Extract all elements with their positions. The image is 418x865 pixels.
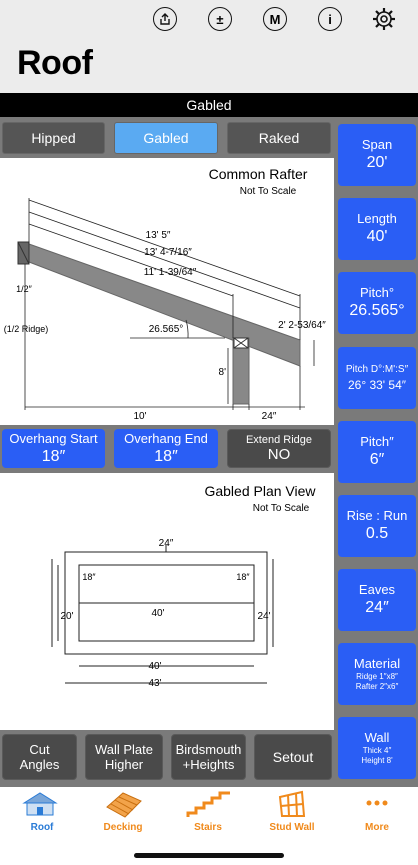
rafter-diagram-panel [0, 158, 334, 425]
overhang-start-label: Overhang Start [9, 430, 98, 446]
tab-more-label: More [365, 822, 389, 833]
rafter-ridge-half: 1/2″ [16, 284, 32, 294]
tab-roof-label: Roof [30, 822, 54, 833]
rafter-note: Not To Scale [239, 186, 297, 197]
eaves-button[interactable] [338, 569, 416, 631]
pitch-inches-value: 6″ [369, 451, 385, 468]
tab-more[interactable] [335, 787, 418, 839]
plan-diagram [0, 473, 334, 730]
rise-run-label: Rise : Run [346, 508, 408, 523]
pitch-degrees-label: Pitch° [359, 285, 395, 300]
top-toolbar [0, 0, 418, 92]
info-icon[interactable]: i [318, 7, 342, 31]
tab-stairs-label: Stairs [194, 822, 222, 833]
plan-length: 40' [148, 661, 162, 672]
extend-ridge-value: NO [267, 446, 291, 463]
plan-title: Gabled Plan View [204, 483, 316, 499]
rafter-dim-3: 11' 1-39/64″ [143, 267, 197, 278]
eaves-label: Eaves [358, 582, 396, 597]
pitch-inches-label: Pitch″ [360, 434, 394, 449]
material-label: Material [353, 656, 401, 671]
stairs-icon [184, 789, 232, 819]
roof-icon [22, 789, 58, 817]
stud-wall-icon [277, 789, 307, 819]
home-indicator [134, 853, 284, 858]
pitch-inches-button[interactable] [338, 421, 416, 483]
pitch-dms-label: Pitch D°:M':S″ [345, 364, 409, 375]
overhang-end-label: Overhang End [124, 430, 208, 446]
tab-gabled[interactable]: Gabled [114, 122, 218, 154]
cut-angles-line1: Cut [29, 742, 50, 757]
tab-roof[interactable] [0, 787, 84, 839]
rise-run-button[interactable] [338, 495, 416, 557]
plan-inner-length: 40' [151, 608, 165, 619]
rafter-run: 10' [133, 411, 147, 422]
plan-width-right: 24' [257, 611, 271, 622]
cut-angles-button[interactable] [2, 734, 77, 780]
length-button[interactable] [338, 198, 416, 260]
rafter-overhang-rise: 2' 2-53/64″ [278, 320, 326, 331]
wall-height: Height 8' [361, 756, 393, 765]
span-label: Span [361, 137, 393, 152]
rafter-dim-1: 13' 5″ [145, 230, 171, 241]
share-icon[interactable] [153, 7, 177, 31]
extend-ridge-button[interactable] [227, 429, 331, 468]
pitch-degrees-value: 26.565° [349, 302, 405, 319]
rafter-wall-height: 8' [218, 367, 226, 378]
pitch-dms-button[interactable] [338, 347, 416, 409]
material-button[interactable] [338, 643, 416, 705]
pitch-dms-value: 26° 33' 54″ [347, 378, 407, 392]
span-button[interactable] [338, 124, 416, 186]
more-icon [365, 799, 389, 807]
plan-eave-top: 24″ [158, 538, 174, 549]
overhang-end-button[interactable] [114, 429, 218, 468]
material-ridge: Ridge 1″x8″ [356, 672, 398, 681]
plus-minus-icon[interactable]: ± [208, 7, 232, 31]
birdsmouth-line1: Birdsmouth [175, 742, 242, 757]
tab-decking-label: Decking [103, 822, 143, 833]
birdsmouth-line2: +Heights [182, 757, 235, 772]
setout-label: Setout [272, 749, 314, 765]
rafter-angle: 26.565° [148, 324, 184, 335]
wall-plate-line2: Higher [104, 757, 144, 772]
pitch-degrees-button[interactable] [338, 272, 416, 334]
overhang-end-value: 18″ [154, 447, 178, 465]
overhang-start-button[interactable] [2, 429, 105, 468]
eaves-value: 24″ [365, 599, 389, 616]
page-title: Roof [17, 44, 93, 82]
wall-plate-line1: Wall Plate [94, 742, 154, 757]
plan-overhang-right: 18″ [236, 572, 250, 582]
plan-note: Not To Scale [252, 503, 310, 514]
tab-raked[interactable]: Raked [227, 122, 331, 154]
rafter-ridge-half-label: (1/2 Ridge) [3, 324, 49, 334]
rafter-title: Common Rafter [208, 166, 308, 182]
tab-hipped[interactable]: Hipped [2, 122, 105, 154]
wall-plate-higher-button[interactable] [85, 734, 163, 780]
cut-angles-line2: Angles [19, 757, 60, 772]
memory-icon[interactable]: M [263, 7, 287, 31]
birdsmouth-heights-button[interactable] [171, 734, 246, 780]
plan-diagram-panel [0, 473, 334, 730]
rafter-overhang: 24″ [261, 411, 277, 422]
decking-icon [103, 789, 143, 819]
plan-total-length: 43' [148, 678, 162, 689]
material-rafter: Rafter 2″x6″ [355, 682, 399, 691]
tab-stairs[interactable] [166, 787, 250, 839]
plan-overhang-left: 18″ [82, 572, 96, 582]
length-label: Length [357, 211, 397, 226]
setout-button[interactable] [254, 734, 332, 780]
length-value: 40' [366, 228, 388, 245]
extend-ridge-label: Extend Ridge [245, 434, 313, 446]
tab-decking[interactable] [81, 787, 165, 839]
subtitle-bar: Gabled [0, 93, 418, 117]
tab-stud-wall[interactable] [250, 787, 334, 839]
tab-stud-wall-label: Stud Wall [269, 822, 315, 833]
rafter-diagram [0, 158, 334, 425]
wall-thick: Thick 4″ [362, 746, 392, 755]
rise-run-value: 0.5 [365, 525, 389, 542]
wall-label: Wall [364, 730, 390, 745]
wall-button[interactable] [338, 717, 416, 779]
span-value: 20' [366, 154, 388, 171]
rafter-dim-2: 13' 4-7/16″ [144, 247, 192, 258]
settings-icon[interactable] [372, 7, 396, 31]
plan-width-left: 20' [60, 611, 74, 622]
overhang-start-value: 18″ [41, 447, 66, 465]
